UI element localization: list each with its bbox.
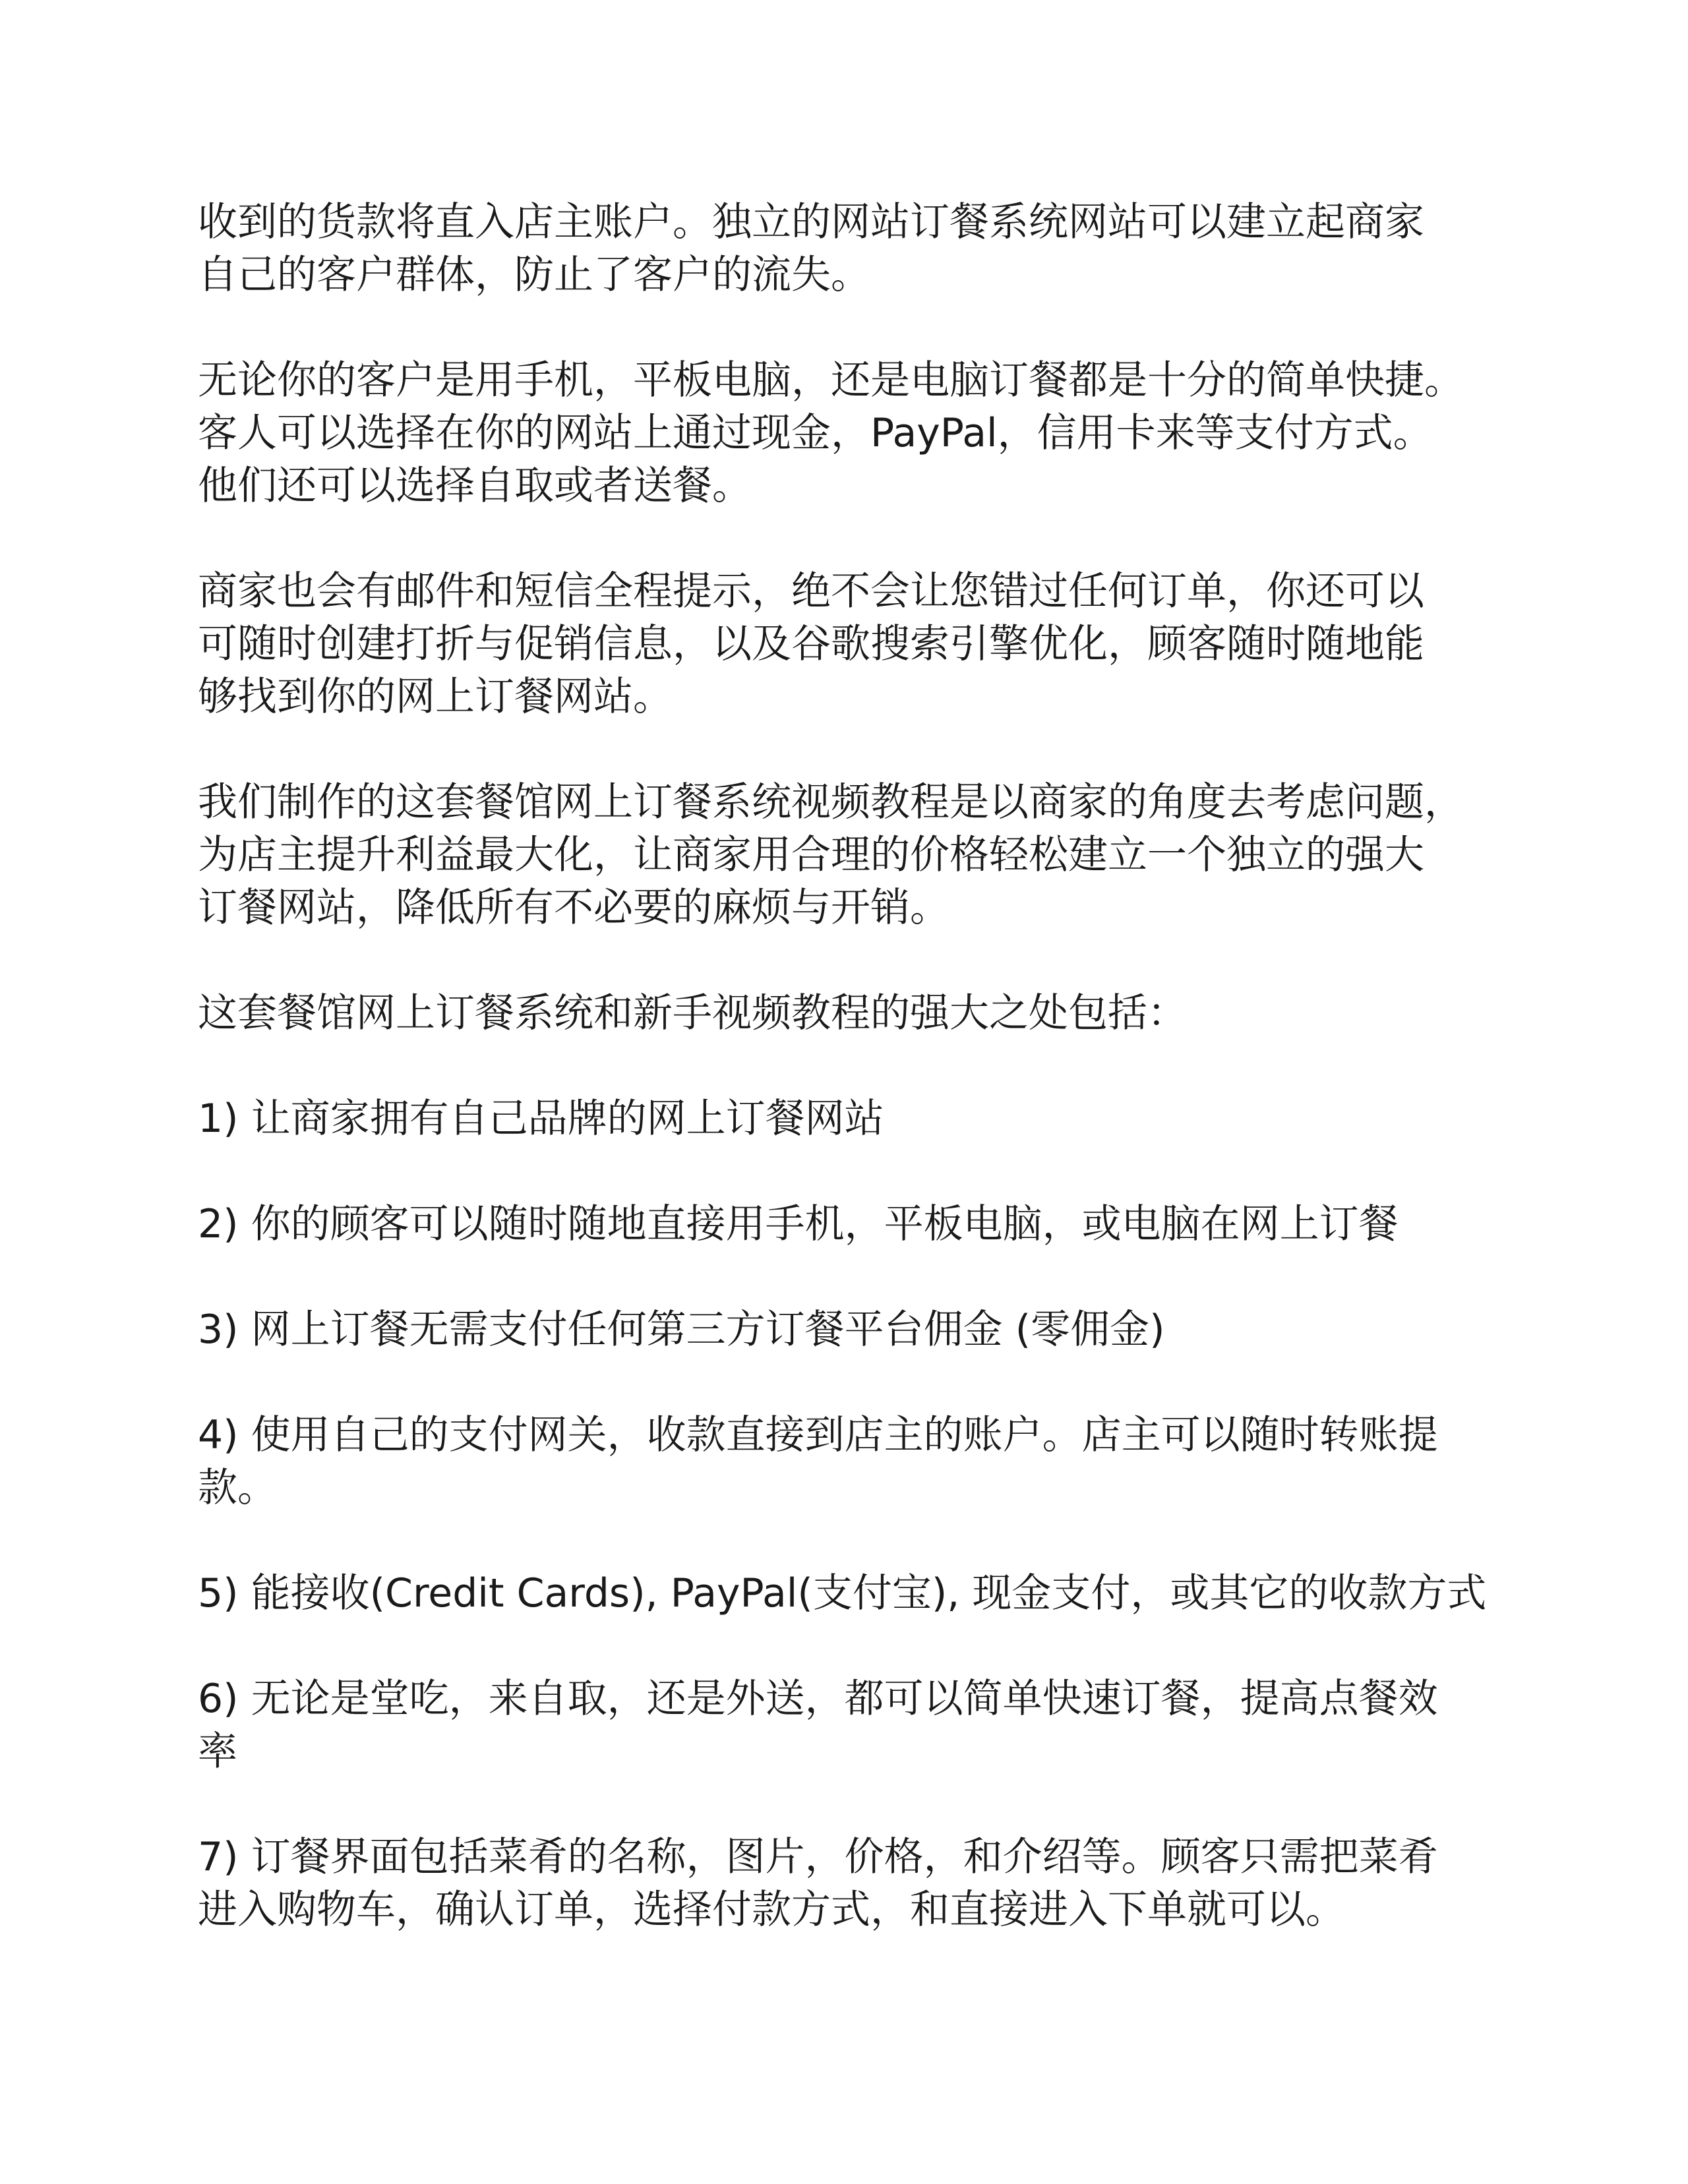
paragraph-2-line-3: 他们还可以选择自取或者送餐。: [198, 463, 752, 509]
list-item-7-line-1: 7) 订餐界面包括菜肴的名称，图片，价格，和介绍等。顾客只需把菜肴: [198, 1834, 1438, 1880]
paragraph-2-line-2: 客人可以选择在你的网站上通过现金，PayPal，信用卡来等支付方式。: [198, 410, 1433, 456]
list-item-7-line-2: 进入购物车，确认订单，选择付款方式，和直接进入下单就可以。: [198, 1887, 1345, 1933]
paragraph-4-line-3: 订餐网站，降低所有不必要的麻烦与开销。: [198, 885, 950, 931]
paragraph-4-line-2: 为店主提升利益最大化，让商家用合理的价格轻松建立一个独立的强大: [198, 832, 1424, 878]
paragraph-1-line-2: 自己的客户群体，防止了客户的流失。: [198, 252, 870, 298]
list-item-3: 3) 网上订餐无需支付任何第三方订餐平台佣金 (零佣金): [198, 1307, 1165, 1353]
list-item-1: 1) 让商家拥有自己品牌的网上订餐网站: [198, 1096, 884, 1142]
paragraph-2-line-1: 无论你的客户是用手机，平板电脑，还是电脑订餐都是十分的简单快捷。: [198, 357, 1464, 403]
paragraph-3-line-2: 可随时创建打折与促销信息，以及谷歌搜索引擎优化，顾客随时随地能: [198, 621, 1424, 667]
paragraph-3-line-1: 商家也会有邮件和短信全程提示，绝不会让您错过任何订单，你还可以: [198, 568, 1424, 614]
list-item-6-line-2: 率: [198, 1728, 237, 1775]
paragraph-3-line-3: 够找到你的网上订餐网站。: [198, 674, 673, 720]
paragraph-4-line-1: 我们制作的这套餐馆网上订餐系统视频教程是以商家的角度去考虑问题，: [198, 779, 1464, 825]
list-item-5: 5) 能接收(Credit Cards), PayPal(支付宝), 现金支付，或其它的收款方式: [198, 1570, 1487, 1616]
paragraph-1-line-1: 收到的货款将直入店主账户。独立的网站订餐系统网站可以建立起商家: [198, 199, 1424, 245]
list-item-4-line-2: 款。: [198, 1465, 277, 1511]
list-item-4-line-1: 4) 使用自己的支付网关，收款直接到店主的账户。店主可以随时转账提: [198, 1412, 1438, 1458]
paragraph-5-line-1: 这套餐馆网上订餐系统和新手视频教程的强大之处包括：: [198, 990, 1187, 1036]
list-item-2: 2) 你的顾客可以随时随地直接用手机，平板电脑，或电脑在网上订餐: [198, 1201, 1399, 1247]
list-item-6-line-1: 6) 无论是堂吃，来自取，还是外送，都可以简单快速订餐，提高点餐效: [198, 1676, 1438, 1722]
